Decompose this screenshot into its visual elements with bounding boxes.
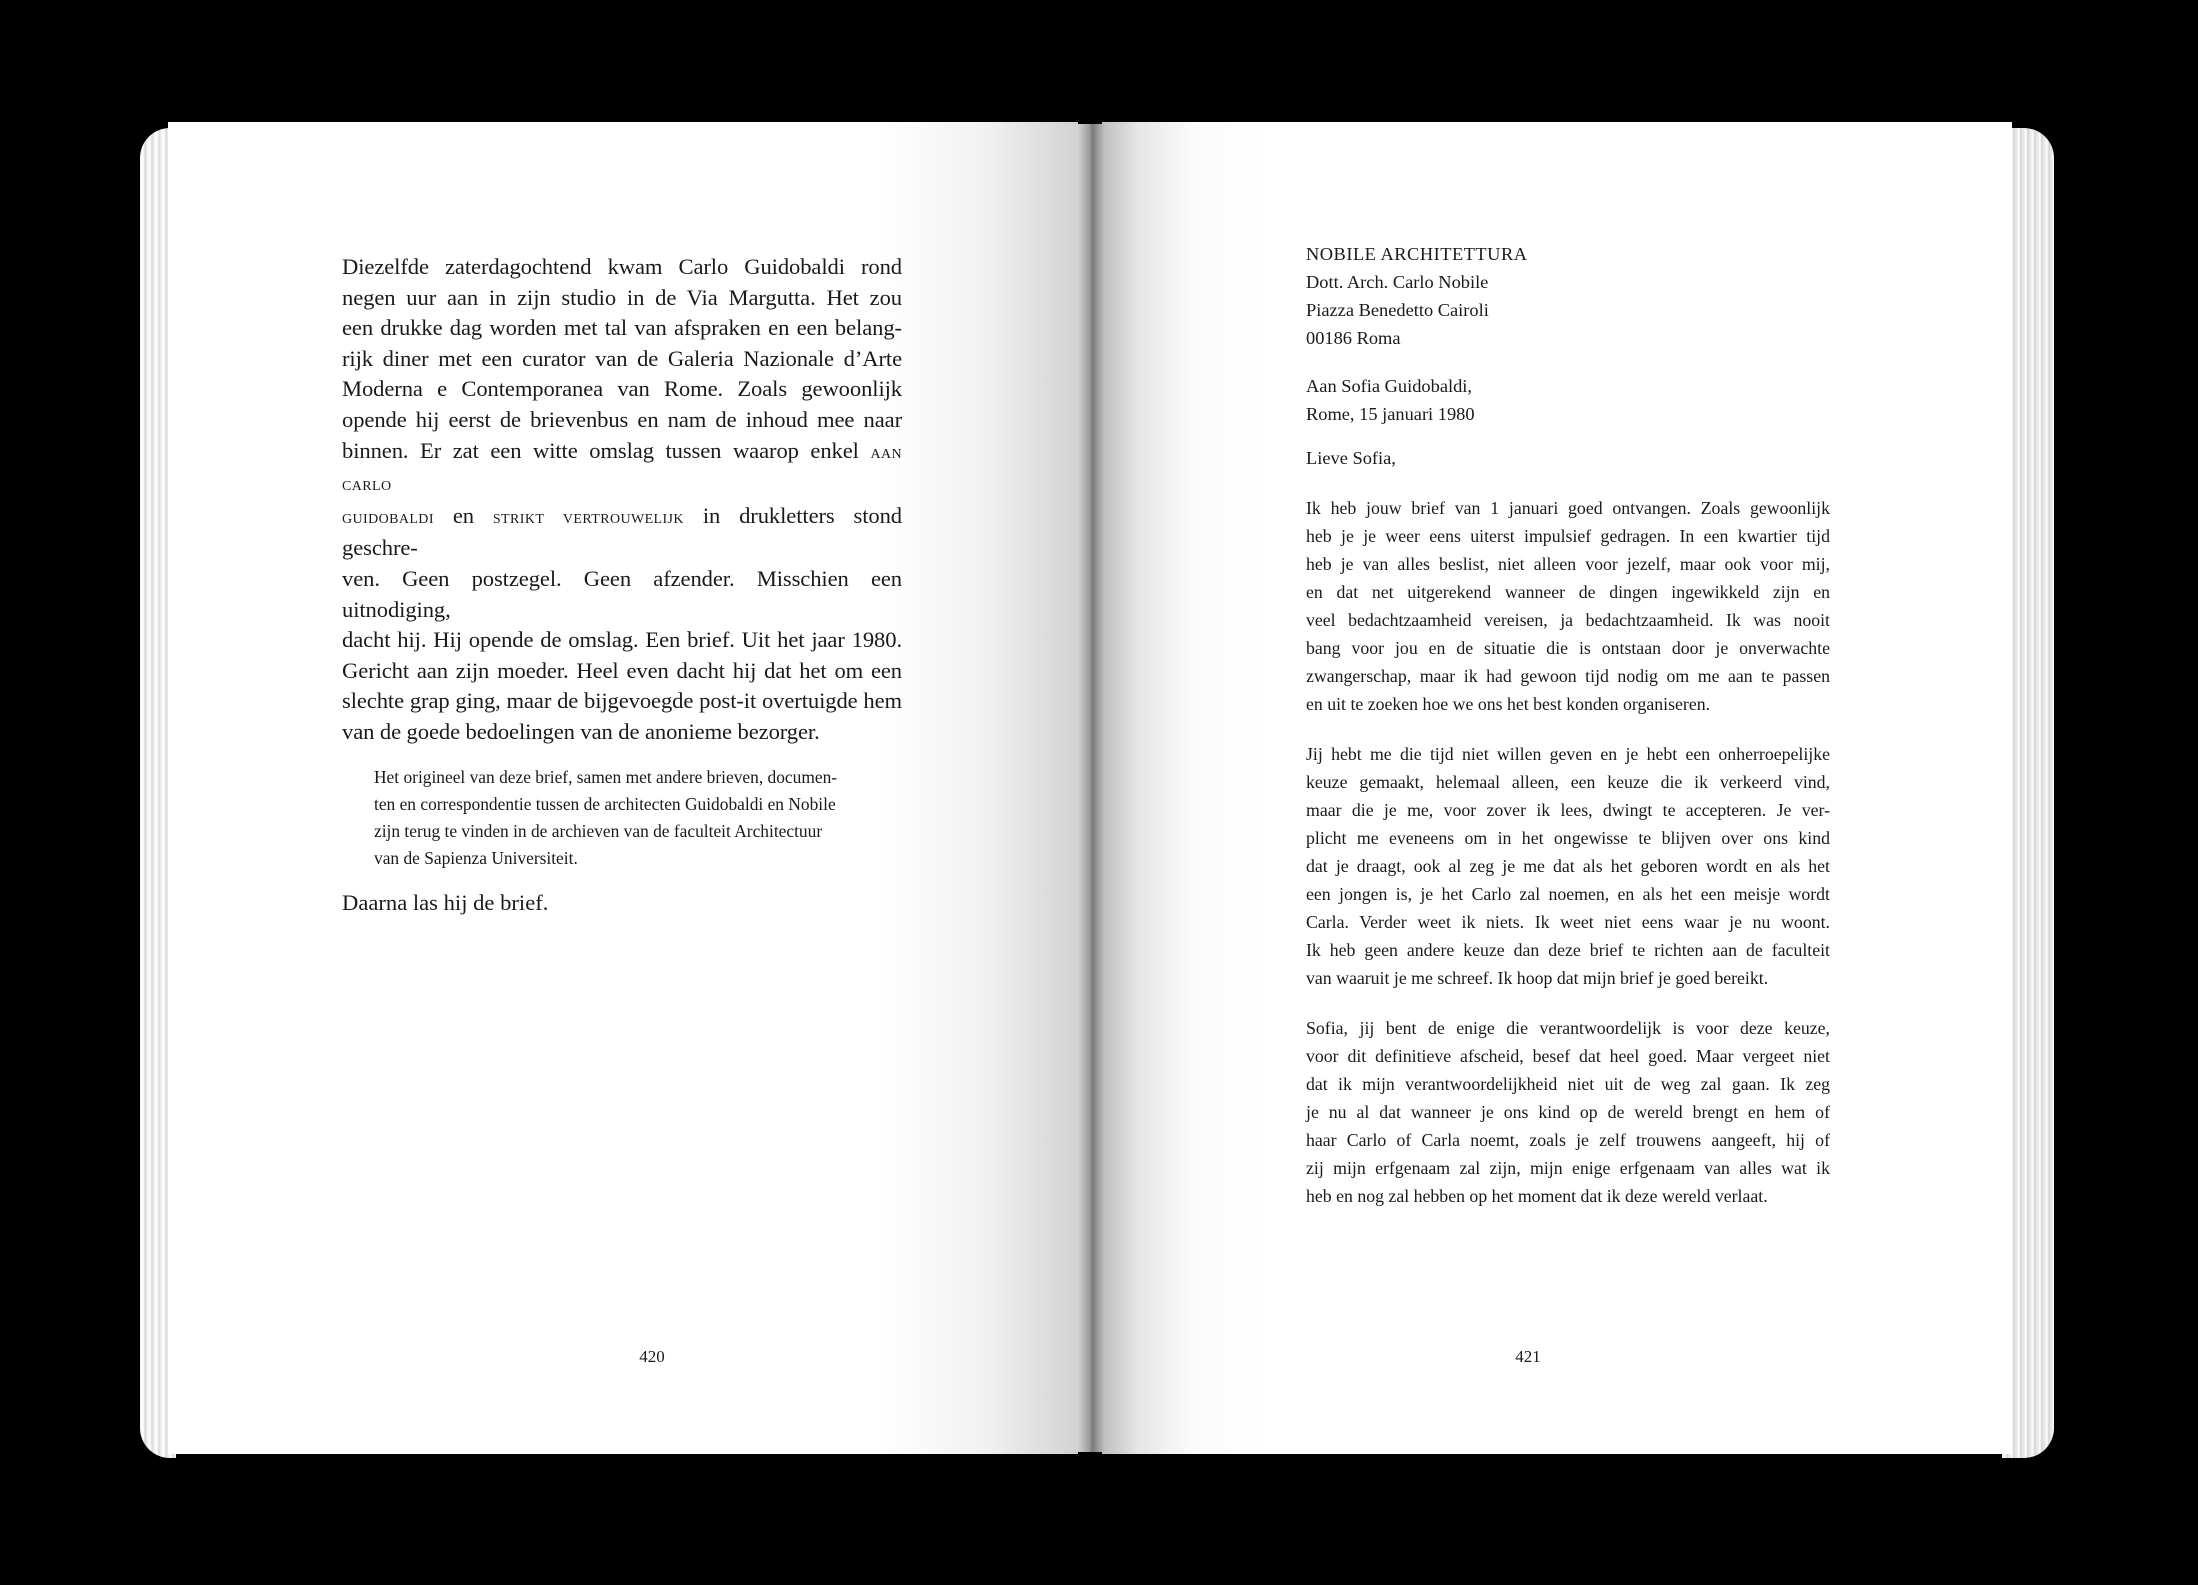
text-line: ven. Geen postzegel. Geen afzender. Misschien een uitnodiging, — [342, 565, 902, 622]
letter-line: een jongen is, je het Carlo zal noemen, en als het een meisje wordt — [1306, 884, 1830, 904]
page-number-left: 420 — [639, 1347, 665, 1366]
letter-line: dat ik mijn verantwoordelijkheid niet uit de weg zal gaan. Ik zeg — [1306, 1074, 1830, 1094]
letter-line: en uit te zoeken hoe we ons het best konden organiseren. — [1306, 694, 1711, 714]
right-page — [1102, 122, 2012, 1454]
letter-line: bang voor jou en de situatie die is ontstaan door je onverwachte — [1306, 638, 1830, 658]
text-line: rijk diner met een curator van de Galeria Nazionale d’Arte — [342, 345, 902, 371]
letter-line: zij mijn erfgenaam zal zijn, mijn enige erfgenaam van alles wat ik — [1306, 1158, 1830, 1178]
salutation: Lieve Sofia, — [1306, 448, 1396, 468]
letterhead-city: 00186 Roma — [1306, 328, 1401, 348]
letter-line: keuze gemaakt, helemaal alleen, een keuze die ik verkeerd vind, — [1306, 772, 1830, 792]
note-line: van de Sapienza Universiteit. — [374, 847, 578, 868]
place-date: Rome, 15 januari 1980 — [1306, 404, 1475, 424]
letterhead-name: Dott. Arch. Carlo Nobile — [1306, 272, 1489, 292]
text-line: dacht hij. Hij opende de omslag. Een brief. Uit het jaar 1980. — [342, 627, 902, 653]
letter-paragraph-2 — [1306, 740, 1830, 992]
text-line: een drukke dag worden met tal van afspraken en een belang- — [342, 315, 902, 341]
letterhead-street: Piazza Benedetto Cairoli — [1306, 300, 1489, 320]
narrative-paragraph — [342, 252, 902, 748]
letter-line: Carla. Verder weet ik niets. Ik weet niet eens waar je nu woont. — [1306, 912, 1830, 932]
letter-line: van waaruit je me schreef. Ik hoop dat mijn brief je goed bereikt. — [1306, 968, 1769, 988]
text-line: negen uur aan in zijn studio in de Via Margutta. Het zou — [342, 284, 902, 310]
note-line: ten en correspondentie tussen de architecten Guidobaldi en Nobile — [374, 793, 836, 814]
letter-line: voor dit definitieve afscheid, besef dat heel goed. Maar vergeet niet — [1306, 1046, 1830, 1066]
letter-paragraph-3 — [1306, 1014, 1830, 1210]
text-line: van de goede bedoelingen van de anonieme bezorger. — [342, 718, 820, 744]
left-page — [168, 122, 1078, 1454]
letter-line: je nu al dat wanneer je ons kind op de wereld brengt en hem of — [1306, 1102, 1830, 1122]
letter-line: heb je je weer eens uiterst impulsief gedragen. In een kwartier tijd — [1306, 526, 1830, 546]
letter-line: Sofia, jij bent de enige die verantwoordelijk is voor deze keuze, — [1306, 1018, 1830, 1038]
small-caps-run: strikt vertrouwelijk — [492, 506, 684, 528]
addressee: Aan Sofia Guidobaldi, — [1306, 376, 1473, 396]
text-run: en — [452, 502, 474, 528]
letter-paragraph-1 — [1306, 494, 1830, 718]
letter-line: heb je van alles beslist, niet alleen voor jezelf, maar ook voor mij, — [1306, 554, 1830, 574]
text-line: opende hij eerst de brievenbus en nam de inhoud mee naar — [342, 406, 902, 432]
letter-line: zwangerschap, maar ik had gewoon tijd nodig om me aan te passen — [1306, 666, 1830, 686]
address-block — [1306, 372, 1830, 428]
letterhead — [1306, 240, 1830, 352]
small-caps-run: aan carlo — [342, 441, 902, 496]
text-line: slechte grap ging, maar de bijgevoegde post-it overtuigde hem — [342, 688, 902, 714]
page-number-right: 421 — [1515, 1347, 1541, 1366]
left-page-text — [342, 252, 902, 918]
letter — [1306, 240, 1830, 1210]
letter-line: maar die je me, voor zover ik lees, dwingt te accepteren. Je ver- — [1306, 800, 1830, 820]
letter-line: plicht me eveneens om in het ongewisse te blijven over ons kind — [1306, 828, 1830, 848]
letter-line: Jij hebt me die tijd niet willen geven en je hebt een onherroepelijke — [1306, 744, 1830, 764]
note-line: Het origineel van deze brief, samen met andere brieven, documen- — [374, 766, 838, 787]
archive-note — [374, 764, 902, 872]
text-line — [342, 436, 902, 501]
text-run: in drukletters stond geschre- — [342, 502, 902, 561]
book-gutter — [1078, 124, 1104, 1452]
note-line: zijn terug te vinden in de archieven van de faculteit Architectuur — [374, 820, 823, 841]
letter-line: haar Carlo of Carla noemt, zoals je zelf trouwens aangeeft, hij of — [1306, 1130, 1830, 1150]
closing-line: Daarna las hij de brief. — [342, 889, 549, 915]
text-line: Gericht aan zijn moeder. Heel even dacht hij dat het om een — [342, 657, 902, 683]
letter-line: Ik heb geen andere keuze dan deze brief te richten aan de faculteit — [1306, 940, 1830, 960]
letter-line: dat je draagt, ook al zeg je me dat als het geboren wordt en als het — [1306, 856, 1830, 876]
letter-line: Ik heb jouw brief van 1 januari goed ontvangen. Zoals gewoonlijk — [1306, 498, 1830, 518]
letter-line: heb en nog zal hebben op het moment dat ik deze wereld verlaat. — [1306, 1186, 1768, 1206]
small-caps-run: guidobaldi — [342, 506, 434, 528]
letter-line: veel bedachtzaamheid vereisen, ja bedachtzaamheid. Ik was nooit — [1306, 610, 1830, 630]
text-run: binnen. Er zat een witte omslag tussen waarop enkel — [342, 437, 859, 463]
text-line — [342, 501, 902, 564]
letter-line: en dat net uitgerekend wanneer de dingen ingewikkeld zijn en — [1306, 582, 1830, 602]
text-line: Diezelfde zaterdagochtend kwam Carlo Guidobaldi rond — [342, 254, 902, 279]
letterhead-firm: NOBILE ARCHITETTURA — [1306, 244, 1528, 264]
text-line: Moderna e Contemporanea van Rome. Zoals gewoonlijk — [342, 376, 902, 402]
